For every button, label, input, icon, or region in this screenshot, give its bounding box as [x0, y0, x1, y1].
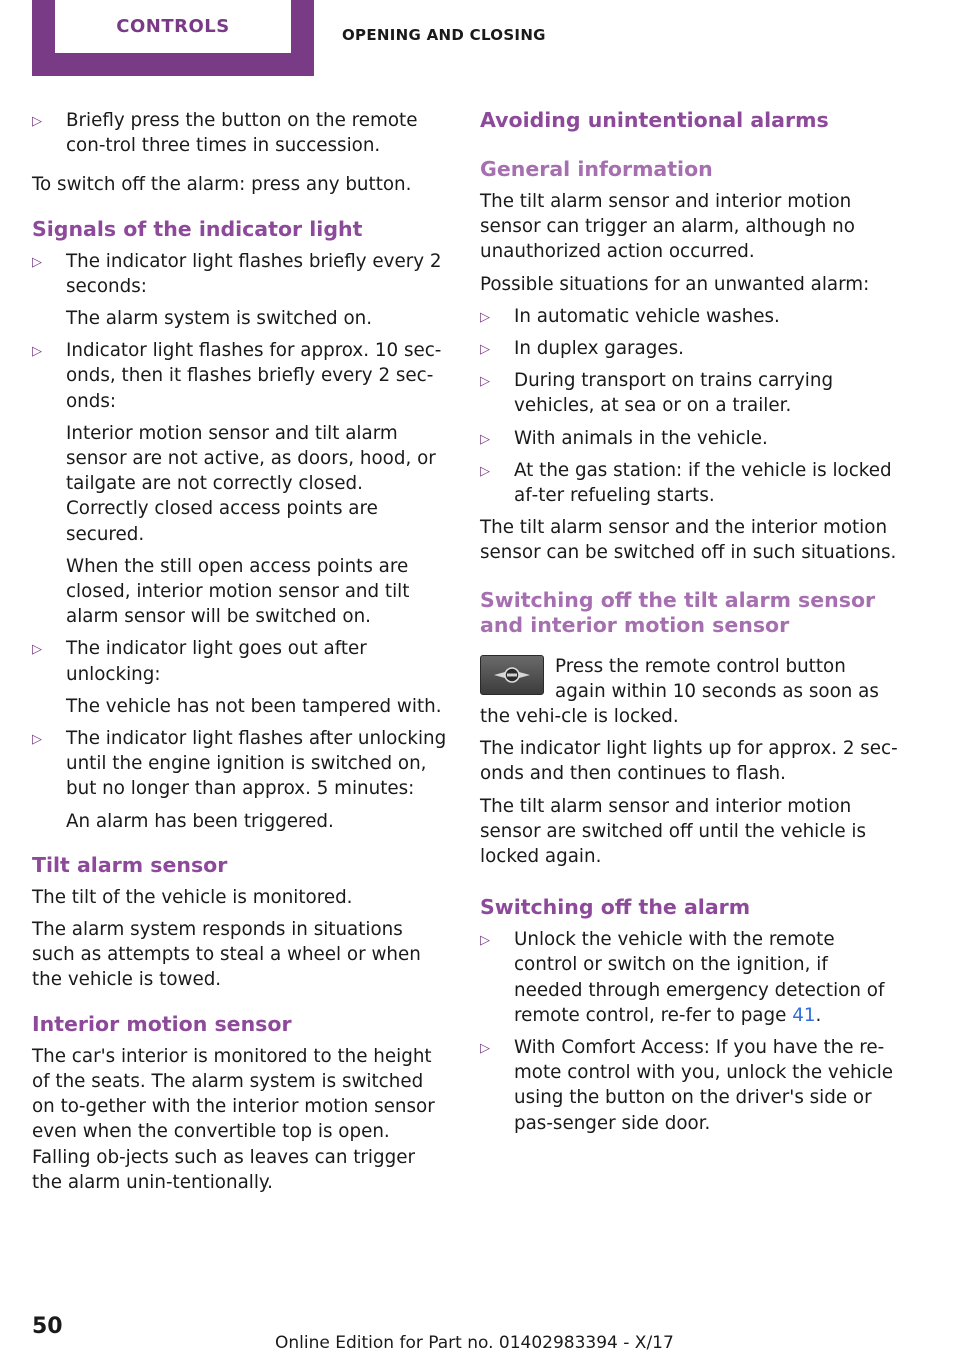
right-column	[480, 108, 900, 1143]
list-item: ▷ In automatic vehicle washes.	[480, 304, 900, 329]
header-section-title: OPENING AND CLOSING	[342, 26, 546, 44]
header-tab	[32, 0, 314, 76]
page-number: 50	[32, 1314, 63, 1339]
switching-alarm-heading: Switching off the alarm	[480, 895, 751, 920]
list-item: ▷ Indicator light flashes for approx. 10 sec‐onds, then it flashes briefly every 2 sec‐onds: Interior motion sensor and tilt alarm sensor are not active, as doors, hood, or tailgate are not correctly closed. Correctly closed access points are secured. When the still open access points are closed, interior motion sensor and tilt alarm sensor will be switched on.	[32, 340, 442, 628]
switching-sensor-heading: Switching off the tilt alarm sensor and interior motion sensor	[480, 587, 876, 637]
tilt-text-1: The tilt of the vehicle is monitored.	[32, 886, 353, 908]
list-item: ▷ Unlock the vehicle with the remote control or switch on the ignition, if needed through emergency detection of remote control, re‐fer to page 41.	[480, 929, 885, 1026]
intro-list	[32, 108, 450, 158]
general-text-2: Possible situations for an unwanted alarm:	[480, 273, 870, 295]
list-item: ▷ During transport on trains carrying vehicles, at sea or on a trailer.	[480, 370, 834, 417]
switching-sensor-text-2: The indicator light lights up for approx. 2 sec‐onds and then continues to flash.	[480, 738, 898, 785]
general-heading: General information	[480, 157, 713, 181]
interior-text-1: The car's interior is monitored to the height of the seats. The alarm system is switched on to‐gether with the interior motion sensor even when the convertible top is open. Falling ob‐jects such as leaves can trigger the alarm unin‐tentionally.	[32, 1045, 435, 1193]
situations-list	[480, 304, 900, 508]
avoid-heading: Avoiding unintentional alarms	[480, 108, 829, 132]
list-item: ▷ At the gas station: if the vehicle is locked af‐ter refueling starts.	[480, 459, 892, 507]
switching-sensor-text-1: Press the remote control button again within 10 seconds as soon as the vehi‐cle is locked.	[480, 655, 879, 728]
bullet-triangle-icon: ▷	[32, 114, 42, 129]
list-item: ▷ With Comfort Access: If you have the re‐mote control with you, unlock the vehicle using the button on the driver's side or pas‐senger side door.	[480, 1037, 894, 1134]
bullet-triangle-icon: ▷	[480, 374, 490, 390]
list-item: ▷ The indicator light flashes after unlocking until the engine ignition is switched on, but no longer than approx. 5 minutes: An alarm has been triggered.	[32, 728, 447, 832]
list-item: ▷ With animals in the vehicle.	[480, 426, 900, 451]
switch-off-text: To switch off the alarm: press any button.	[32, 174, 412, 196]
bullet-triangle-icon: ▷	[480, 431, 490, 447]
signals-heading: Signals of the indicator light	[32, 216, 363, 241]
bullet-triangle-icon: ▷	[32, 732, 42, 748]
bullet-triangle-icon: ▷	[32, 254, 42, 270]
bullet-triangle-icon: ▷	[480, 1041, 490, 1057]
left-column	[32, 108, 450, 1202]
remote-button-row	[480, 654, 900, 730]
header-tab-label[interactable]: CONTROLS	[55, 0, 291, 53]
general-text-1: The tilt alarm sensor and interior motion sensor can trigger an alarm, although no unauthorized action occurred.	[480, 191, 855, 263]
bullet-triangle-icon: ▷	[480, 342, 490, 358]
tilt-text-2: The alarm system responds in situations such as attempts to steal a wheel or when the vehicle is towed.	[32, 919, 421, 991]
signals-list	[32, 249, 450, 834]
list-item: ▷ The indicator light flashes briefly every 2 seconds: The alarm system is switched on.	[32, 250, 442, 330]
bullet-triangle-icon: ▷	[480, 309, 490, 325]
list-item: ▷ In duplex garages.	[480, 336, 900, 361]
tilt-heading: Tilt alarm sensor	[32, 852, 228, 877]
switching-alarm-list	[480, 927, 900, 1136]
bullet-triangle-icon: ▷	[32, 344, 42, 360]
page-41-link[interactable]: 41	[792, 1004, 816, 1026]
bullet-triangle-icon: ▷	[480, 933, 490, 949]
list-item: ▷ Briefly press the button on the remote con‐trol three times in succession.	[32, 110, 418, 157]
edition-footer: Online Edition for Part no. 01402983394 - X/17	[275, 1333, 674, 1353]
general-text-3: The tilt alarm sensor and the interior motion sensor can be switched off in such situations.	[480, 517, 897, 564]
switching-sensor-text-3: The tilt alarm sensor and interior motion sensor are switched off until the vehicle is locked again.	[480, 795, 867, 868]
bullet-triangle-icon: ▷	[480, 463, 490, 479]
bullet-triangle-icon: ▷	[32, 642, 42, 658]
remote-control-button-icon	[480, 655, 544, 695]
interior-heading: Interior motion sensor	[32, 1011, 292, 1036]
list-item: ▷ The indicator light goes out after unlocking: The vehicle has not been tampered with.	[32, 638, 442, 717]
